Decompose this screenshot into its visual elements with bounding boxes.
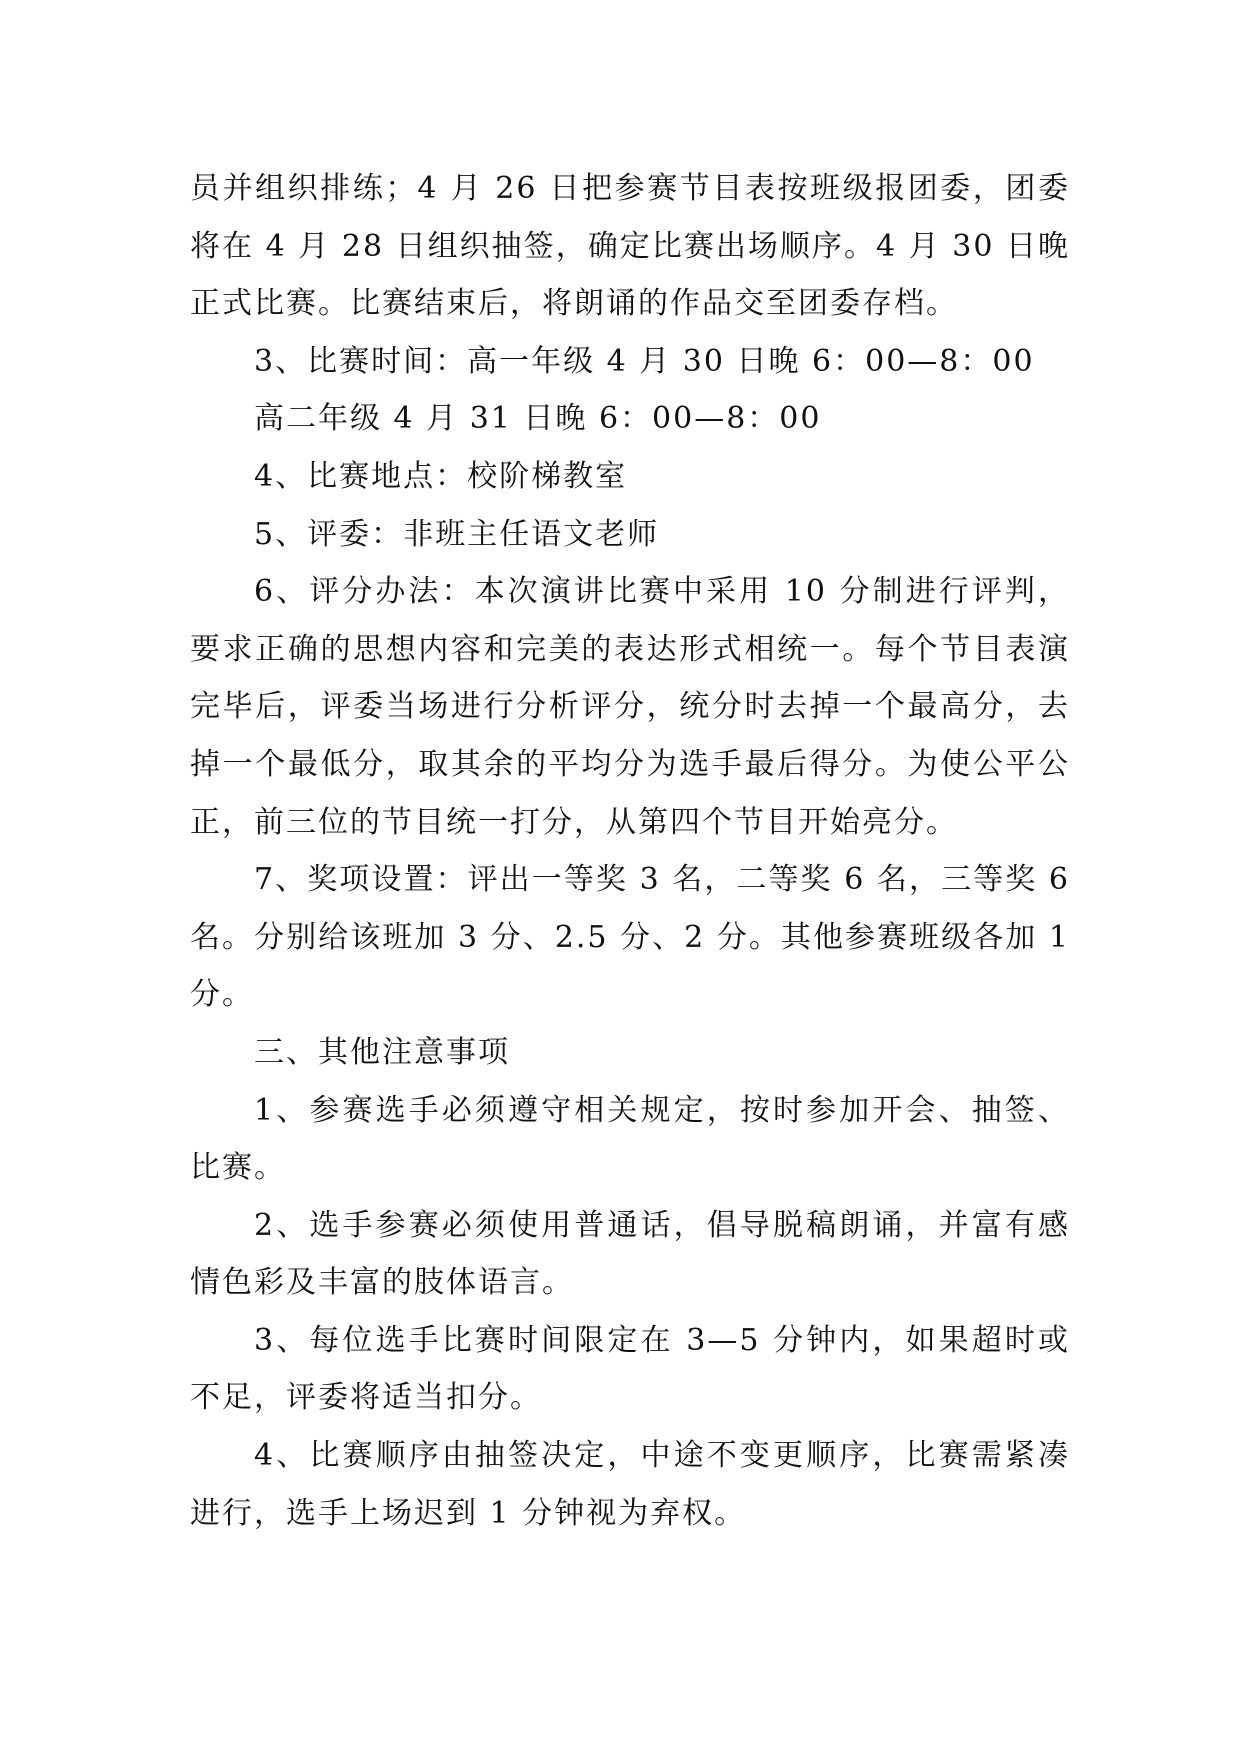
- document-page: [190, 160, 1070, 1542]
- paragraph-scoring-method: 6、评分办法：本次演讲比赛中采用 10 分制进行评判，要求正确的思想内容和完美的表达形式相统一。每个节目表演完毕后，评委当场进行分析评分，统分时去掉一个最高分，去掉一个最低分，取其余的平均分为选手最后得分。为使公平公正，前三位的节目统一打分，从第四个节目开始亮分。: [190, 574, 1070, 840]
- paragraph-competition-location: 4、比赛地点：校阶梯教室: [254, 458, 628, 494]
- paragraph-schedule-continued: 员并组织排练；4 月 26 日把参赛节目表按班级报团委，团委将在 4 月 28 日组织抽签，确定比赛出场顺序。4 月 30 日晚正式比赛。比赛结束后，将朗诵的作品交至团委存档。: [190, 171, 1070, 322]
- paragraph-note-rules: 1、参赛选手必须遵守相关规定，按时参加开会、抽签、比赛。: [190, 1092, 1070, 1186]
- paragraph-competition-time: 3、比赛时间：高一年级 4 月 30 日晚 6：00—8：00: [254, 343, 1035, 379]
- paragraph-competition-time-grade2: 高二年级 4 月 31 日晚 6：00—8：00: [254, 401, 822, 437]
- paragraph-note-order: 4、比赛顺序由抽签决定，中途不变更顺序，比赛需紧凑进行，选手上场迟到 1 分钟视为弃权。: [190, 1438, 1070, 1531]
- paragraph-awards: 7、奖项设置：评出一等奖 3 名，二等奖 6 名，三等奖 6 名。分别给该班加 3 分、2.5 分、2 分。其他参赛班级各加 1 分。: [190, 862, 1070, 1013]
- section-heading-other-notes: 三、其他注意事项: [254, 1034, 510, 1070]
- paragraph-note-mandarin: 2、选手参赛必须使用普通话，倡导脱稿朗诵，并富有感情色彩及丰富的肢体语言。: [190, 1207, 1070, 1301]
- paragraph-judges: 5、评委：非班主任语文老师: [254, 516, 660, 552]
- paragraph-note-time-limit: 3、每位选手比赛时间限定在 3—5 分钟内，如果超时或不足，评委将适当扣分。: [190, 1322, 1070, 1416]
